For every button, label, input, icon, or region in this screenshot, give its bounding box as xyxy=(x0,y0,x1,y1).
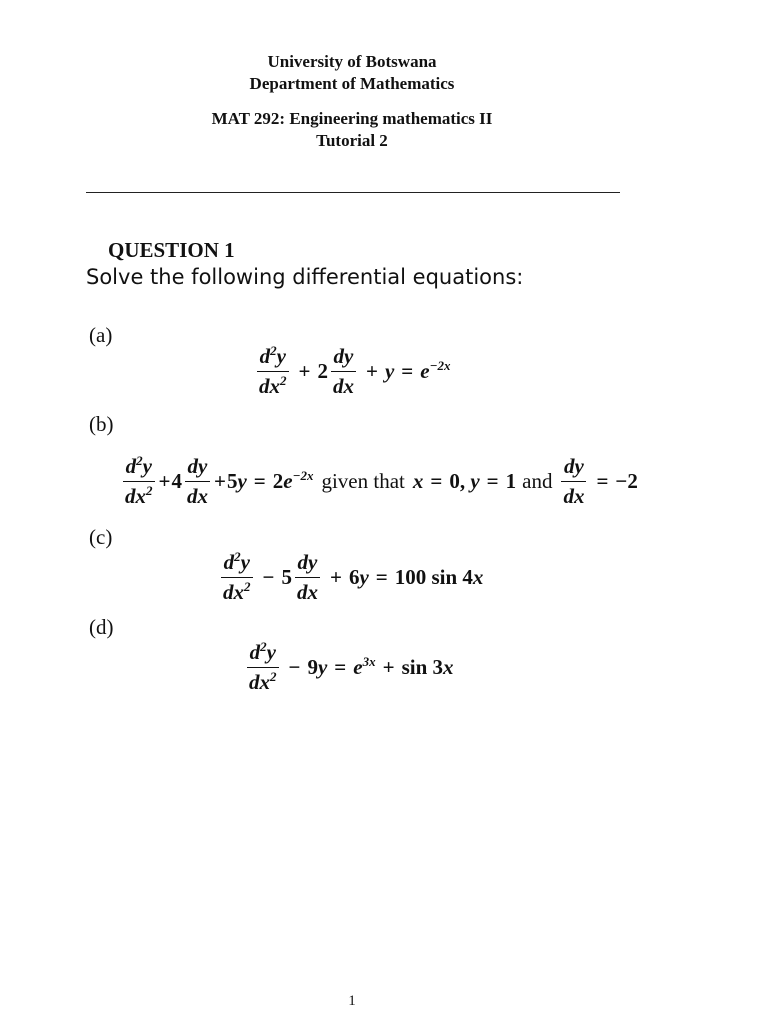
course-title: MAT 292: Engineering mathematics II xyxy=(211,109,493,128)
horizontal-rule xyxy=(86,192,620,193)
university-name: University of Botswana xyxy=(267,52,437,71)
and-text: and xyxy=(522,469,553,493)
part-a-label: (a) xyxy=(89,323,113,347)
part-d-label: (d) xyxy=(89,615,114,639)
question-title: QUESTION 1 xyxy=(108,238,235,262)
part-c-label: (c) xyxy=(89,525,113,549)
equation-a: $\frac{d^2y}{dx^2}$ + 2 $\frac{dy}{dx}$ + y = $e^{-2x}$ xyxy=(259,343,451,398)
department-name: Department of Mathematics xyxy=(249,74,455,93)
page-number: 1 xyxy=(348,993,356,1009)
question-instruction: Solve the following differential equations: xyxy=(86,265,524,289)
given-that-text: given that xyxy=(321,469,405,493)
equation-b: $\frac{d^2y}{dx^2}$ + 4 $\frac{dy}{dx}$ + 5 y = 2 $e^{-2x}$ given that x = 0, y = 1 and $\frac{dy}{dx}$ = −2 xyxy=(125,453,638,508)
part-b-label: (b) xyxy=(89,412,114,436)
equation-c: $\frac{d^2y}{dx^2}$ − 5 $\frac{dy}{dx}$ + 6 y = 100 sin 4 x xyxy=(223,549,484,604)
equation-d: $\frac{d^2y}{dx^2}$ − 9 y = $e^{3x}$ + sin 3 x xyxy=(249,639,454,694)
tutorial-title: Tutorial 2 xyxy=(316,131,388,150)
